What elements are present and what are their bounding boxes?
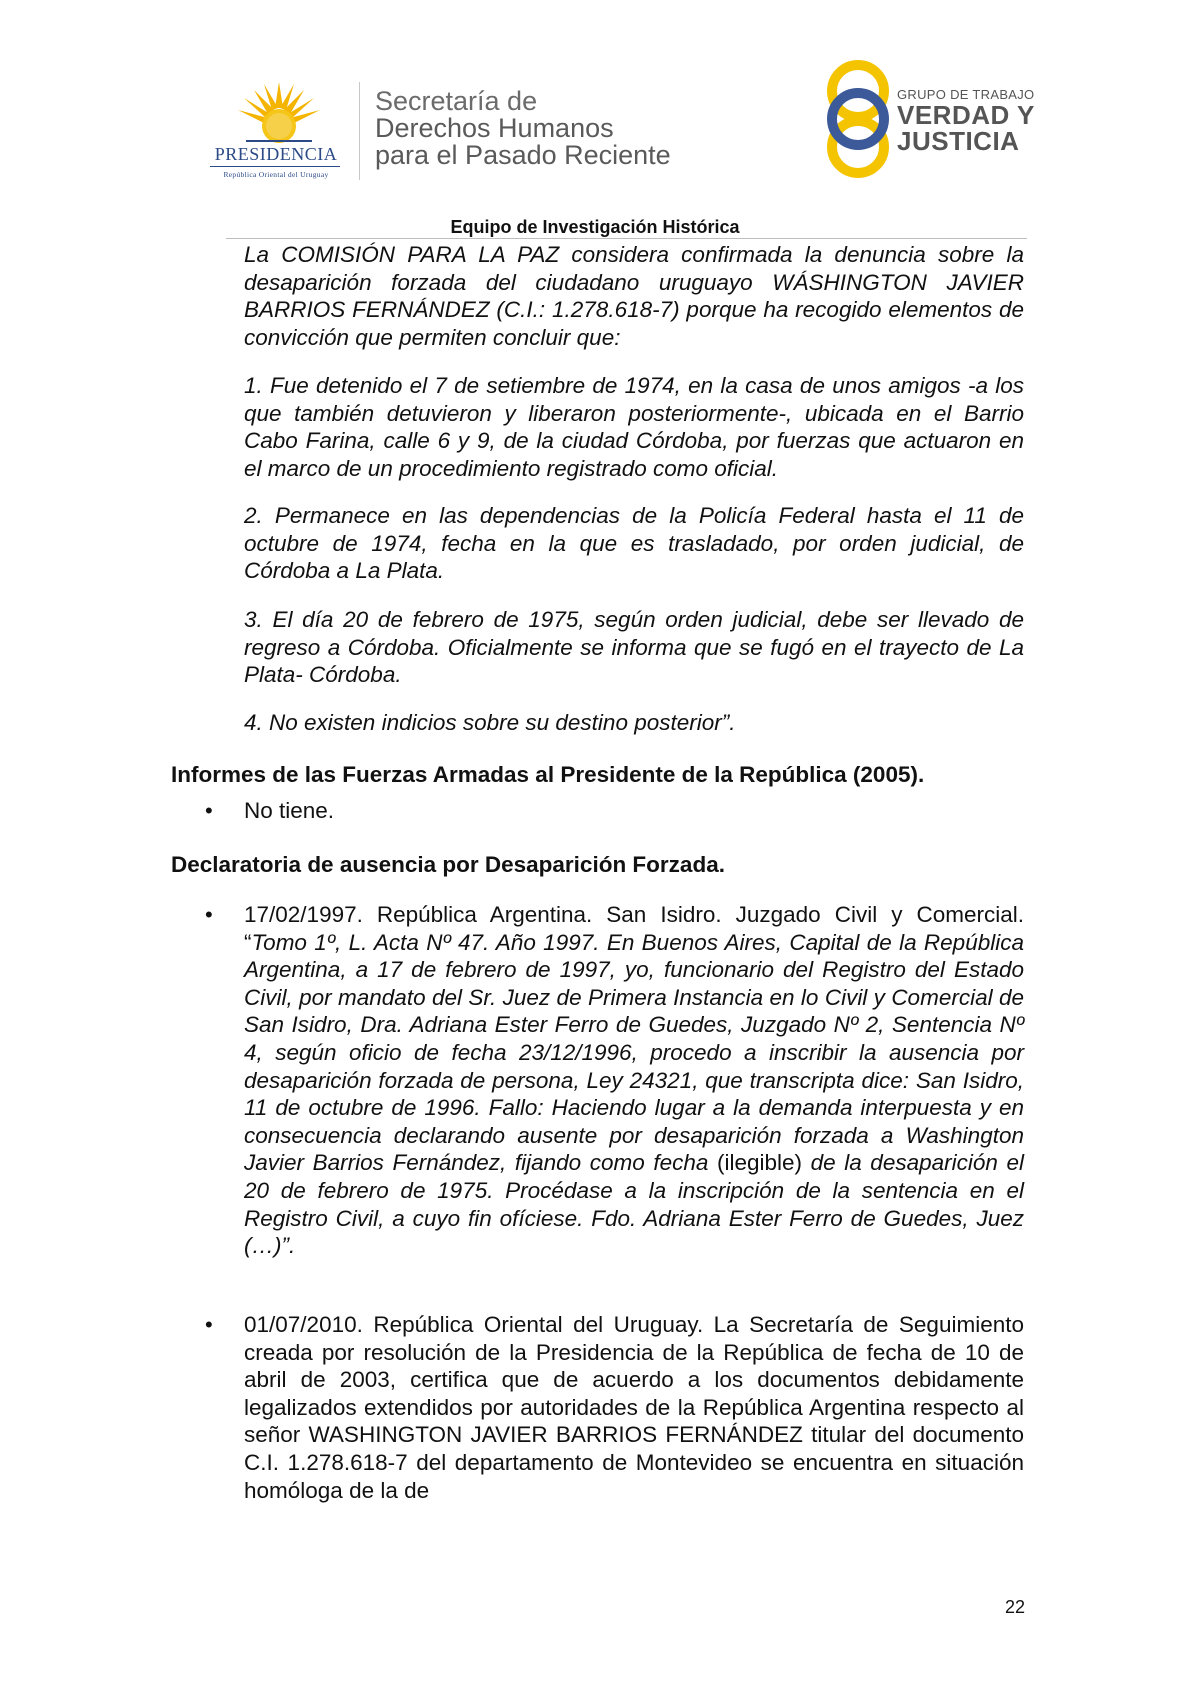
grupo-line-2: VERDAD Y: [897, 100, 1035, 130]
bullet-icon: •: [205, 902, 213, 927]
section-heading-informes: Informes de las Fuerzas Armadas al Presidente de la República (2005).: [171, 762, 925, 787]
quote-point-3: 3. El día 20 de febrero de 1975, según orden judicial, debe ser llevado de regreso a Córdoba. Oficialmente se informa que se fugó en el trayecto de La Plata- Córdoba.: [244, 607, 1024, 688]
verdad-justicia-logo-text: [897, 87, 1035, 154]
presidencia-logo: [196, 80, 356, 180]
header-separator: [359, 82, 360, 180]
item-quote-italic-c: de la desaparición el 20 de febrero de 1975. Procédase a la inscripción de la sentencia en el Registro Civil, a cuyo fin ofíciese. Fdo. Adriana Ester Ferro de Guedes, Juez (…)”.: [244, 1150, 1024, 1259]
page-number: 22: [1005, 1597, 1026, 1617]
list-item-1997: [244, 901, 1024, 1260]
item-lead: 17/02/1997. República Argentina. San Isidro. Juzgado Civil y Comercial. “: [244, 902, 1024, 955]
list-item-2010: 01/07/2010. República Oriental del Uruguay. La Secretaría de Seguimiento creada por resolución de la Presidencia de la República de fecha de 10 de abril de 2003, certifica que de acuerdo a los documentos debidamente legalizados extendidos por autoridades de la República Argentina respecto al señor WASHINGTON JAVIER BARRIOS FERNÁNDEZ titular del documento C.I. 1.278.618-7 del departamento de Montevideo se encuentra en situación homóloga de la de: [244, 1312, 1024, 1503]
bullet-icon: •: [205, 1312, 213, 1337]
quote-point-1: 1. Fue detenido el 7 de setiembre de 1974, en la casa de unos amigos -a los que también detuvieron y liberaron posteriormente-, ubicada en el Barrio Cabo Farina, calle 6 y 9, de la ciudad Córdoba, por fuerzas que actuaron en el marco de un procedimiento registrado como oficial.: [244, 373, 1024, 481]
quote-intro: La COMISIÓN PARA LA PAZ considera confirmada la denuncia sobre la desaparición forzada del ciudadano uruguayo WÁSHINGTON JAVIER BARRIOS FERNÁNDEZ (C.I.: 1.278.618-7) porque ha recogido elementos de convicción que permiten concluir que:: [244, 242, 1024, 350]
list-item: No tiene.: [244, 798, 335, 823]
section-heading-declaratoria: Declaratoria de ausencia por Desaparición Forzada.: [171, 852, 725, 877]
sun-emblem-icon: [234, 80, 324, 150]
presidencia-subtitle: República Oriental del Uruguay: [223, 170, 329, 179]
item-quote-italic-a: Tomo 1º, L. Acta Nº 47. Año 1997. En Buenos Aires, Capital de la República Argentina, a 17 de febrero de 1997, yo, funcionario del Registro del Estado Civil, por mandato del Sr. Juez de Primera Instancia en lo Civil y Comercial de San Isidro, Dra. Adriana Ester Ferro de Guedes, Juzgado Nº 2, Sentencia Nº 4, según oficio de fecha 23/12/1996, procedo a inscribir la ausencia por desaparición forzada de persona, Ley 24321, que transcripta dice: San Isidro, 11 de octubre de 1996. Fallo: Haciendo lugar a la demanda interpuesta y en consecuencia declarando ausente por desaparición forzada a Washington Javier Barrios Fernández, fijando como fecha: [244, 929, 1024, 1176]
presidencia-name: PRESIDENCIA: [214, 144, 338, 164]
grupo-line-3: JUSTICIA: [897, 126, 1020, 156]
verdad-justicia-rings-icon: [820, 57, 900, 182]
team-title: Equipo de Investigación Histórica: [450, 217, 740, 237]
secretaria-line-3: para el Pasado Reciente: [375, 140, 671, 170]
quote-point-2: 2. Permanece en las dependencias de la Policía Federal hasta el 11 de octubre de 1974, fecha en la que es trasladado, por orden judicial, de Córdoba a La Plata.: [244, 503, 1024, 584]
grupo-line-1: GRUPO DE TRABAJO: [897, 87, 1035, 102]
header-rule: [226, 238, 1027, 239]
secretaria-line-2: Derechos Humanos: [375, 113, 614, 143]
secretaria-logo-text: [375, 88, 671, 169]
item-illegible-note: (ilegible): [708, 1150, 811, 1176]
quote-point-4: 4. No existen indicios sobre su destino posterior”.: [244, 710, 736, 735]
bullet-icon: •: [205, 798, 213, 823]
presidencia-divider: [210, 166, 340, 167]
secretaria-line-1: Secretaría de: [375, 86, 538, 116]
